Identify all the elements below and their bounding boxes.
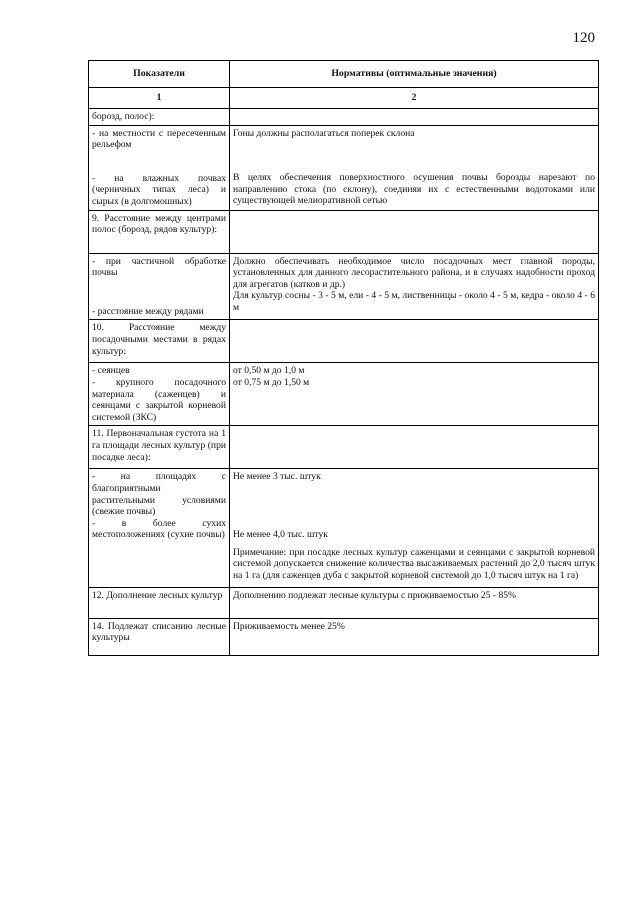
table-row [89, 426, 599, 469]
table-row [89, 125, 599, 210]
cell-text: Приживаемость менее 25% [233, 620, 345, 632]
table-row [89, 210, 599, 253]
table-row [89, 618, 599, 655]
row-value [230, 363, 599, 426]
row-label [89, 426, 230, 469]
table-header-row [89, 61, 599, 88]
cell-text: 10. Расстояние между посадочными местами в рядах культур: [92, 322, 226, 357]
row-label [89, 587, 230, 618]
row-label [89, 618, 230, 655]
cell-text: - на местности с пересеченным рельефом [92, 127, 226, 151]
cell-text: - на влажных почвах (черничных типах леса) и сырых (в долгомошных) [92, 172, 226, 207]
cell-text: 14. Подлежат списанию лесные культуры [92, 620, 226, 644]
header-indicators: Показатели [89, 61, 230, 88]
cell-text: Должно обеспечивать необходимое число посадочных мест главной породы, установленных для данного лесорастительного района, и в случаях надобности проход для агрегатов (катков и др.) [233, 255, 595, 290]
cell-text: Для культур сосны - 3 - 5 м, ели - 4 - 5 м, лиственницы - около 4 - 5 м, кедра - около 4 - 6 м [233, 290, 595, 313]
cell-text: Не менее 3 тыс. штук [233, 471, 321, 483]
cell-text: 11. Первоначальная густота на 1 га площади лесных культур (при посадке леса): [92, 428, 226, 463]
cell-text: - сеянцев [92, 365, 130, 377]
row-value [230, 320, 599, 363]
row-value [230, 618, 599, 655]
row-label [89, 469, 230, 588]
cell-text: Дополнению подлежат лесные культуры с приживаемостью 25 - 85% [233, 589, 517, 601]
column-number-2: 2 [230, 88, 599, 109]
cell-text: от 0,75 м до 1,50 м [233, 376, 310, 388]
column-number-1: 1 [89, 88, 230, 109]
cell-text: 9. Расстояние между центрами полос (борозд, рядов культур): [92, 212, 226, 236]
row-value [230, 210, 599, 253]
row-label [89, 363, 230, 426]
row-value [230, 469, 599, 588]
row-value [230, 253, 599, 320]
row-label [89, 125, 230, 210]
row-value [230, 125, 599, 210]
cell-text: - в более сухих местоположениях (сухие почвы) [92, 517, 226, 541]
cell-text: Гоны должны располагаться поперек склона [233, 127, 415, 139]
cell-text: от 0,50 м до 1,0 м [233, 365, 305, 377]
cell-text: Примечание: при посадке лесных культур саженцами и сеянцами с закрытой корневой системой допускается снижение количества высаживаемых растений до 2,0 тысяч штук на 1 га (для саженцев дуба с закрытой корневой системой до 1,0 тысяч штук на 1 га) [233, 546, 595, 581]
table-row [89, 253, 599, 320]
cell-text: В целях обеспечения поверхностного осушения почвы борозды нарезают по направлению стока (по склону), соединяя их с естественными водотоками или существующей мелиоративной сетью [233, 172, 595, 207]
column-number-row [89, 88, 599, 109]
page-number: 120 [572, 30, 595, 46]
cell-text: борозд, полос): [92, 111, 155, 122]
table-row [89, 469, 599, 588]
row-value [230, 426, 599, 469]
cell-text: - крупного посадочного материала (саженцев) и сеянцами с закрытой корневой системой (ЗКС) [92, 376, 226, 423]
table-row [89, 109, 599, 126]
cell-text: - расстояние между рядами [92, 305, 204, 317]
table-row [89, 363, 599, 426]
norms-table [88, 60, 599, 656]
row-value [230, 587, 599, 618]
table-row [89, 320, 599, 363]
cell-text: Не менее 4,0 тыс. штук [233, 528, 328, 540]
row-label [89, 320, 230, 363]
row-value [230, 109, 599, 126]
cell-text: 12. Дополнение лесных культур [92, 589, 223, 601]
header-norms: Нормативы (оптимальные значения) [230, 61, 599, 88]
cell-text: - на площадях с благоприятными растительными условиями (свежие почвы) [92, 471, 226, 518]
row-label [89, 253, 230, 320]
table-row [89, 587, 599, 618]
row-label [89, 210, 230, 253]
row-label [89, 109, 230, 126]
cell-text: - при частичной обработке почвы [92, 255, 226, 279]
